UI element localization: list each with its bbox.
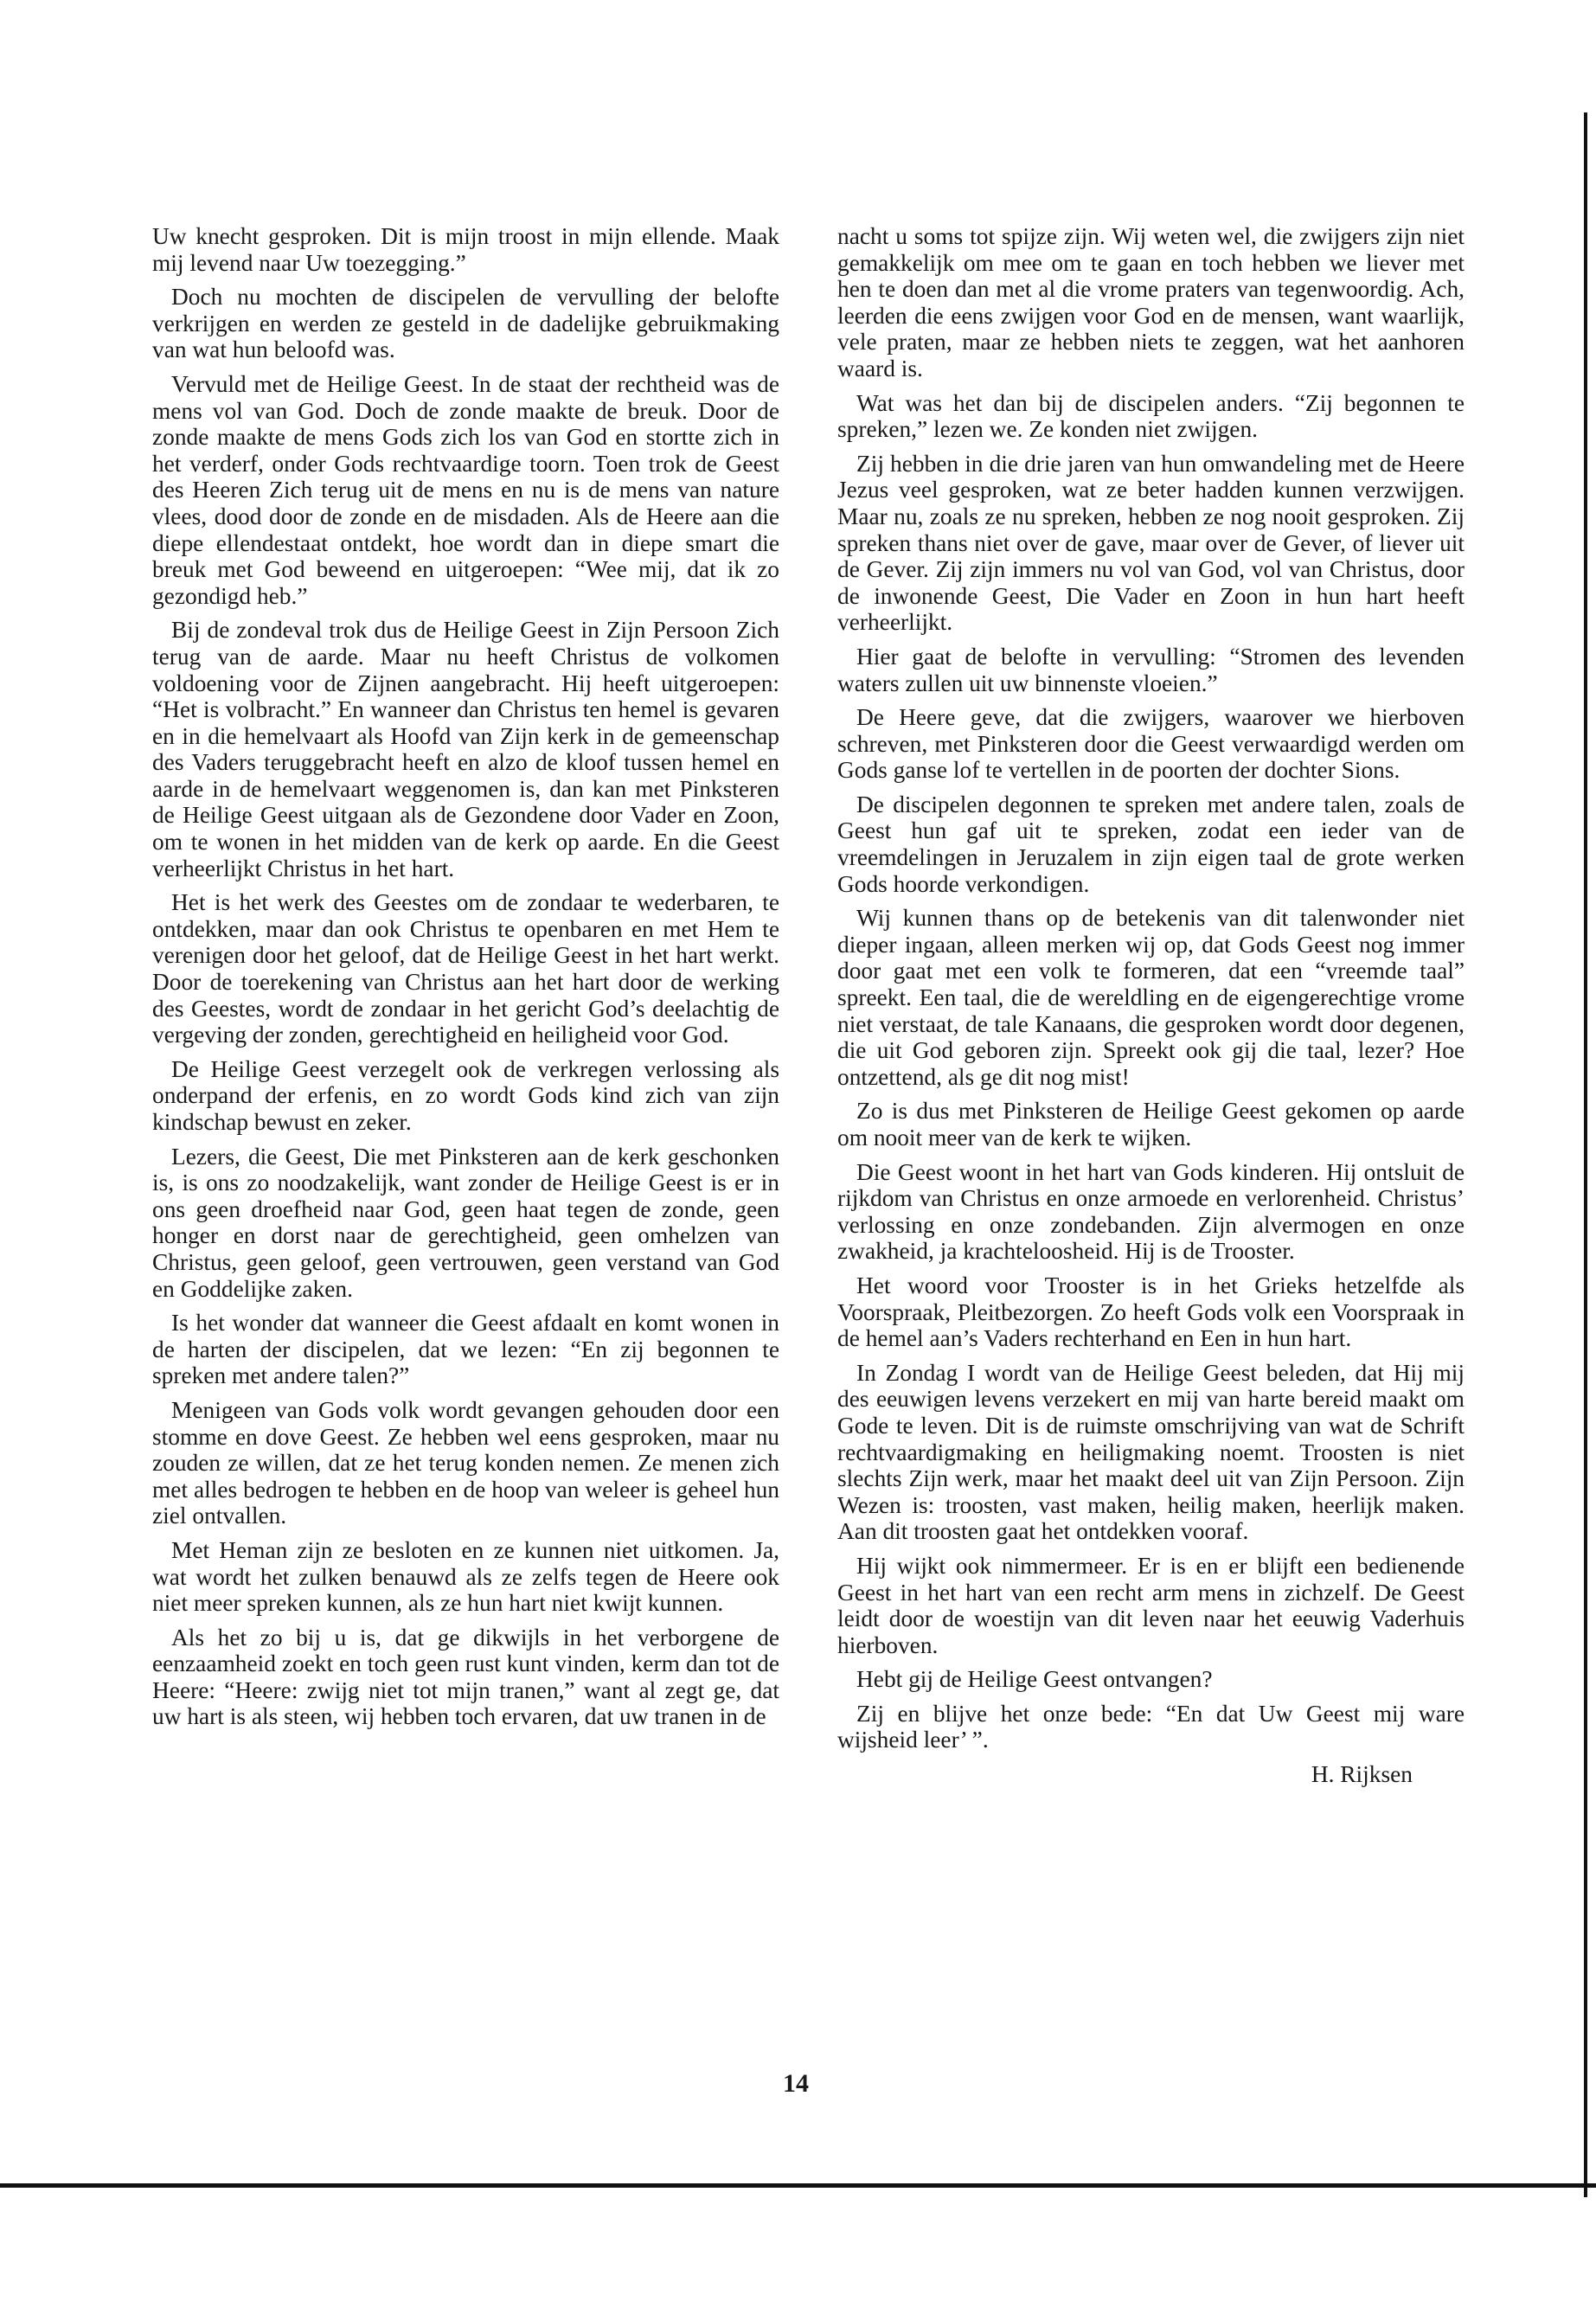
left-paragraph: Met Heman zijn ze besloten en ze kunnen niet uitkomen. Ja, wat wordt het zulken benauwd als ze zelfs tegen de Heere ook niet meer spreken kunnen, als ze hun hart niet kwijt kunnen. — [152, 1536, 779, 1617]
right-paragraph: Wij kunnen thans op de betekenis van dit talenwonder niet dieper ingaan, alleen merken wij op, dat Gods Geest nog immer door gaat met een volk te formeren, dat een “vreemde taal” spreekt. Een taal, die de wereldling en de eigengerechtige vrome niet verstaat, de tale Kanaans, die gesproken wordt door degenen, die uit God geboren zijn. Spreekt ook gij die taal, lezer? Hoe ontzettend, als ge dit nog mist! — [837, 905, 1465, 1090]
left-column — [152, 223, 779, 1738]
left-paragraph: Menigeen van Gods volk wordt gevangen gehouden door een stomme en dove Geest. Ze hebben wel eens gesproken, maar nu zouden ze willen, dat ze het terug konden nemen. Ze menen zich met alles bedrogen te hebben en de hoop van weleer is geheel hun ziel ontvallen. — [152, 1396, 779, 1529]
right-paragraph: Het woord voor Trooster is in het Grieks hetzelfde als Voorspraak, Pleitbezorgen. Zo heeft Gods volk een Voorspraak in de hemel aan’s Vaders rechterhand en Een in hun hart. — [837, 1272, 1465, 1352]
right-paragraph: De discipelen degonnen te spreken met andere talen, zoals de Geest hun gaf uit te spreken, zodat een ieder van de vreemdelingen in Jeruzalem in zijn eigen taal de grote werken Gods hoorde verkondigen. — [837, 791, 1465, 897]
right-paragraph: Zij hebben in die drie jaren van hun omwandeling met de Heere Jezus veel gesproken, wat ze beter hadden kunnen verzwijgen. Maar nu, zoals ze nu spreken, hebben ze nog nooit gesproken. Zij spreken thans niet over de gave, maar over de Gever, of liever uit de Gever. Zij zijn immers nu vol van God, vol van Christus, door de inwonende Geest, Die Vader en Zoon in hun hart heeft verheerlijkt. — [837, 450, 1465, 636]
right-paragraph: De Heere geve, dat die zwijgers, waarover we hierboven schreven, met Pinksteren door die Geest verwaardigd werden om Gods ganse lof te vertellen in de poorten der dochter Sions. — [837, 704, 1465, 784]
left-paragraph: De Heilige Geest verzegelt ook de verkregen verlossing als onderpand der erfenis, en zo wordt Gods kind zich van zijn kindschap bewust en zeker. — [152, 1055, 779, 1135]
right-paragraph: Wat was het dan bij de discipelen anders. “Zij begonnen te spreken,” lezen we. Ze konden niet zwijgen. — [837, 389, 1465, 443]
bottom-rule — [0, 2183, 1596, 2188]
page-number: 14 — [783, 2069, 809, 2098]
left-paragraph: Doch nu mochten de discipelen de vervulling der belofte verkrijgen en werden ze gesteld in de dadelijke gebruikmaking van wat hun beloofd was. — [152, 284, 779, 363]
right-paragraph: nacht u soms tot spijze zijn. Wij weten wel, die zwijgers zijn niet gemakkelijk om mee om te gaan en toch hebben we liever met hen te doen dan met al die vrome praters van tegenwoordig. Ach, leerden die eens zwijgen voor God en de mensen, want waarlijk, vele praten, maar ze hebben niets te zeggen, wat het aanhoren waard is. — [837, 223, 1465, 381]
left-paragraph: Is het wonder dat wanneer die Geest afdaalt en komt wonen in de harten der discipelen, dat we lezen: “En zij begonnen te spreken met andere talen?” — [152, 1310, 779, 1389]
left-paragraph: Uw knecht gesproken. Dit is mijn troost in mijn ellende. Maak mij levend naar Uw toezegging.” — [152, 223, 779, 276]
left-paragraph: Als het zo bij u is, dat ge dikwijls in het verborgene de eenzaamheid zoekt en toch geen rust kunt vinden, kerm dan tot de Heere: “Heere: zwijg niet tot mijn tranen,” want al zegt ge, dat uw hart is als steen, wij hebben toch ervaren, dat uw tranen in de — [152, 1624, 779, 1730]
right-paragraph: In Zondag I wordt van de Heilige Geest beleden, dat Hij mij des eeuwigen levens verzekert en mij van harte bereid maakt om Gode te leven. Dit is de ruimste omschrijving van wat de Schrift rechtvaardigmaking en heiligmaking noemt. Troosten is niet slechts Zijn werk, maar het maakt deel uit van Zijn Persoon. Zijn Wezen is: troosten, vast maken, heilig maken, heerlijk maken. Aan dit troosten gaat het ontdekken vooraf. — [837, 1359, 1465, 1545]
author-signature: H. Rijksen — [1311, 1761, 1413, 1788]
right-paragraph: Hier gaat de belofte in vervulling: “Stromen des levenden waters zullen uit uw binnenste vloeien.” — [837, 643, 1465, 696]
right-paragraph: Zo is dus met Pinksteren de Heilige Geest gekomen op aarde om nooit meer van de kerk te wijken. — [837, 1098, 1465, 1150]
left-paragraph: Lezers, die Geest, Die met Pinksteren aan de kerk geschonken is, is ons zo noodzakelijk, want zonder de Heilige Geest is er in ons geen droefheid naar God, geen haat tegen de zonde, geen honger en dorst naar de gerechtigheid, geen omhelzen van Christus, geen geloof, geen vertrouwen, geen verstand van God en Goddelijke zaken. — [152, 1143, 779, 1302]
right-column — [837, 223, 1465, 1796]
right-margin-rule — [1584, 112, 1587, 2197]
right-paragraph: Die Geest woont in het hart van Gods kinderen. Hij ontsluit de rijkdom van Christus en onze armoede en verlorenheid. Christus’ verlossing en onze zondebanden. Zijn alvermogen en onze zwakheid, ja krachteloosheid. Hij is de Trooster. — [837, 1158, 1465, 1265]
left-paragraph: Vervuld met de Heilige Geest. In de staat der rechtheid was de mens vol van God. Doch de zonde maakte de breuk. Door de zonde maakte de mens Gods zich los van God en stortte zich in het verderf, onder Gods rechtvaardige toorn. Toen trok de Geest des Heeren Zich terug uit de mens en nu is de mens van nature vlees, dood door de zonde en de misdaden. Als de Heere aan die diepe ellendestaat ontdekt, hoe wordt dan in diepe smart die breuk met God beweend en uitgeroepen: “Wee mij, dat ik zo gezondigd heb.” — [152, 370, 779, 609]
right-paragraph: Hij wijkt ook nimmermeer. Er is en er blijft een bedienende Geest in het hart van een recht arm mens in zichzelf. De Geest leidt door de woestijn van dit leven naar het eeuwig Vaderhuis hierboven. — [837, 1552, 1465, 1658]
left-paragraph: Bij de zondeval trok dus de Heilige Geest in Zijn Persoon Zich terug van de aarde. Maar nu heeft Christus de volkomen voldoening voor de Zijnen aangebracht. Hij heeft uitgeroepen: “Het is volbracht.” En wanneer dan Christus ten hemel is gevaren en in die hemelvaart als Hoofd van Zijn kerk in de gemeenschap des Vaders teruggebracht heeft en alzo de kloof tussen hemel en aarde in de hemelvaart weggenomen is, dan kan met Pinksteren de Heilige Geest uitgaan als de Gezondene door Vader en Zoon, om te wonen in het midden van de kerk op aarde. En die Geest verheerlijkt Christus in het hart. — [152, 617, 779, 881]
right-paragraph: Hebt gij de Heilige Geest ontvangen? — [856, 1666, 1213, 1693]
left-paragraph: Het is het werk des Geestes om de zondaar te wederbaren, te ontdekken, maar dan ook Christus te openbaren en met Hem te verenigen door het geloof, dat de Heilige Geest in het hart werkt. Door de toerekening van Christus aan het hart door de werking des Geestes, wordt de zondaar in het gericht God’s deelachtig de vergeving der zonden, gerechtigheid en heiligheid voor God. — [152, 889, 779, 1048]
right-paragraph: Zij en blijve het onze bede: “En dat Uw Geest mij ware wijsheid leer’ ”. — [837, 1700, 1465, 1753]
